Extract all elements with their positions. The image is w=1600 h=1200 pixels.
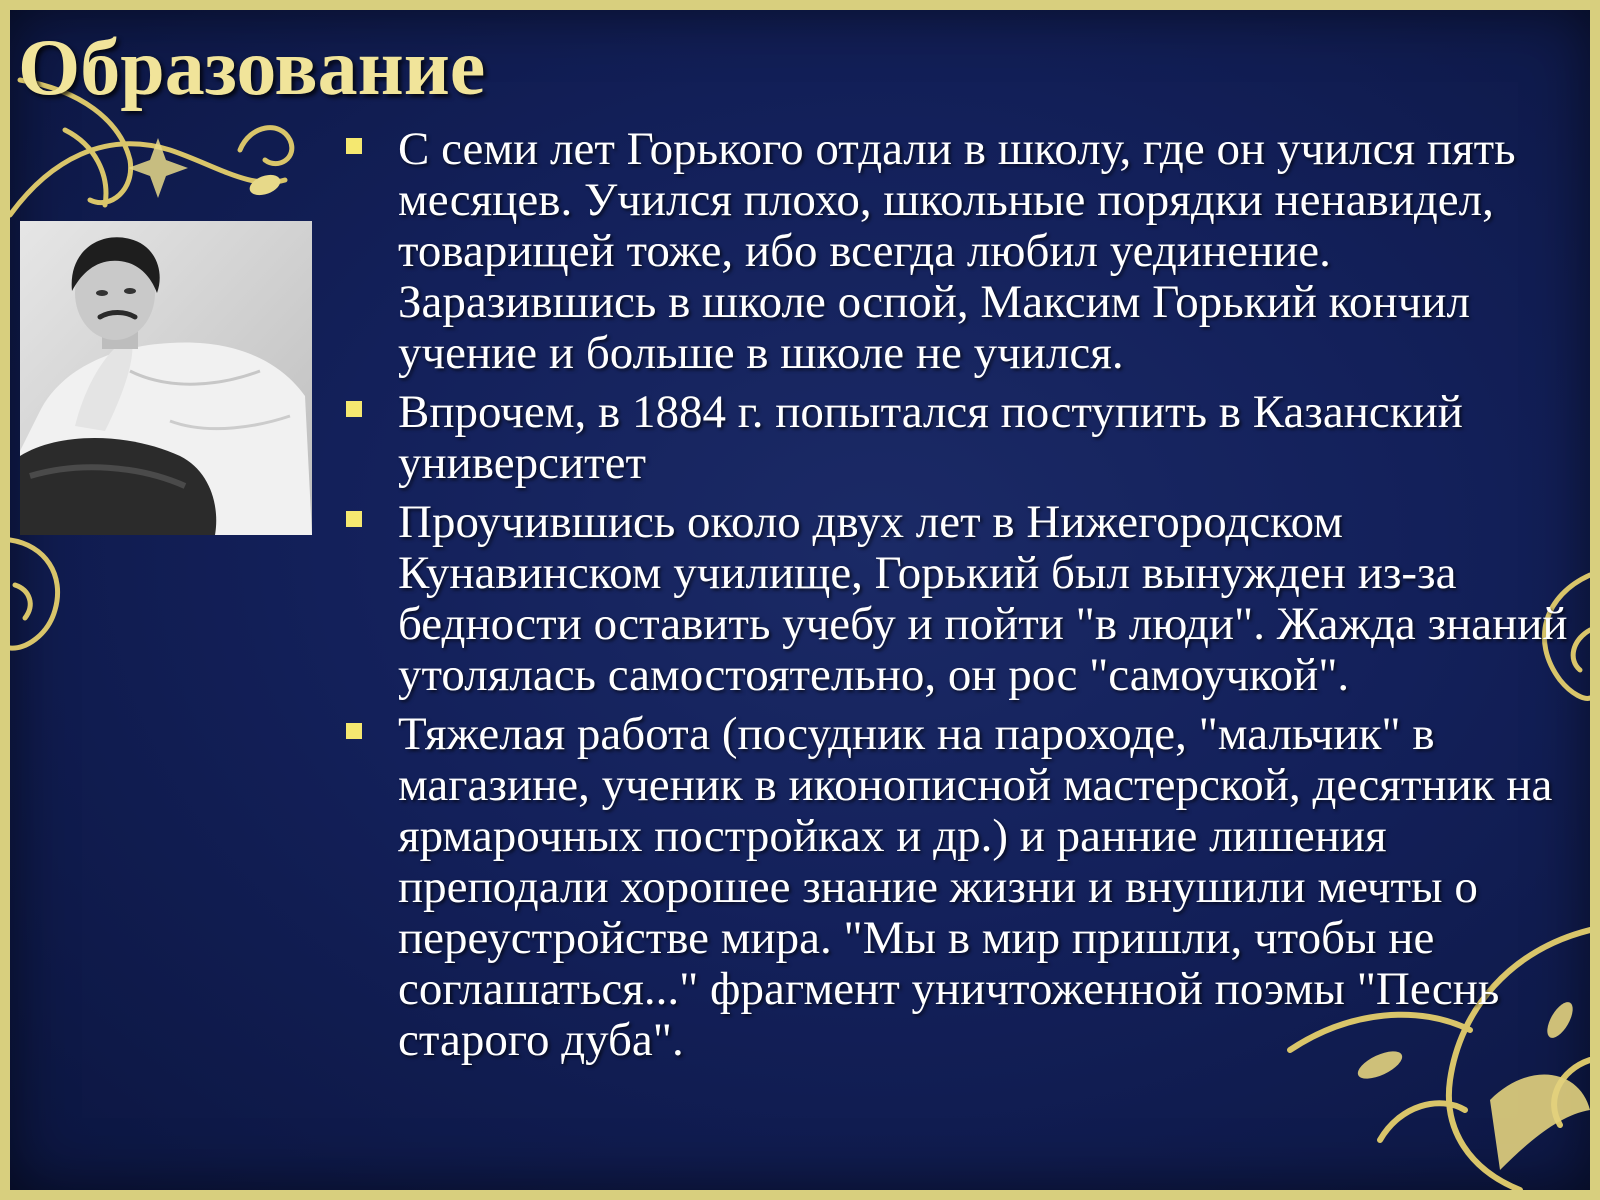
ornament-left xyxy=(10,530,90,670)
bullet-item xyxy=(336,497,1576,701)
square-bullet-icon xyxy=(346,511,362,527)
slide xyxy=(10,10,1590,1190)
square-bullet-icon xyxy=(346,138,362,154)
bullet-text: С семи лет Горького отдали в школу, где он учился пять месяцев. Учился плохо, школьные порядки ненавидел, товарищей тоже, ибо всегда любил уединение. Заразившись в школе оспой, Максим Горький кончил учение и больше в школе не учился. xyxy=(398,123,1516,379)
square-bullet-icon xyxy=(346,723,362,739)
portrait-photo xyxy=(20,221,312,535)
bullet-text: Впрочем, в 1884 г. попытался поступить в Казанский университет xyxy=(398,386,1463,489)
bullet-text: Проучившись около двух лет в Нижегородском Кунавинском училище, Горький был вынужден из-за бедности оставить учебу и пойти "в люди". Жажда знаний утолялась самостоятельно, он рос "самоучкой". xyxy=(398,496,1568,701)
bullet-item xyxy=(336,124,1576,379)
slide-title: Образование xyxy=(18,24,486,112)
square-bullet-icon xyxy=(346,401,362,417)
bullet-list xyxy=(336,124,1576,1074)
bullet-text: Тяжелая работа (посудник на пароходе, "мальчик" в магазине, ученик в иконописной мастерской, десятник на ярмарочных постройках и др.) и ранние лишения преподали хорошее знание жизни и внушили мечты о переустройстве мира. "Мы в мир пришли, чтобы не соглашаться..." фрагмент уничтоженной поэмы "Песнь старого дуба". xyxy=(398,708,1553,1066)
bullet-item xyxy=(336,387,1576,489)
bullet-item xyxy=(336,709,1576,1066)
